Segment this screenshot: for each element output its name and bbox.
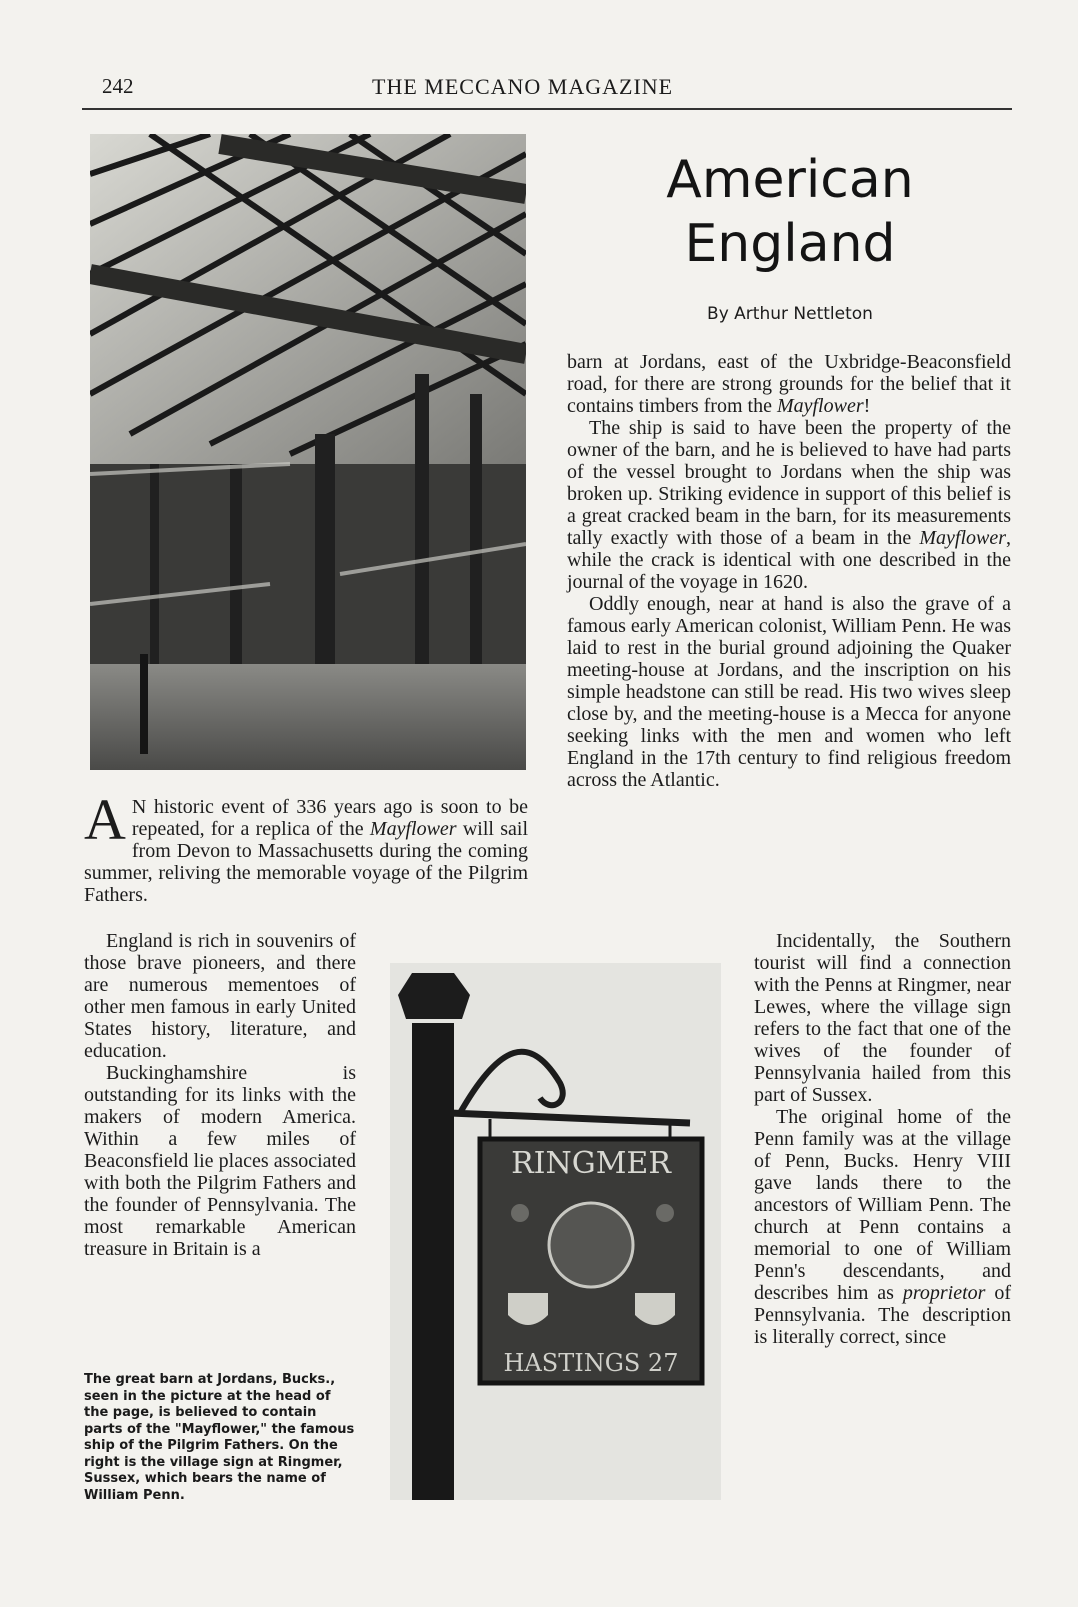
right-narrow-column (754, 930, 1011, 1348)
title-line-2: England (684, 214, 896, 274)
intro-paragraph: A N historic event of 336 years ago is soon to be repeated, for a replica of the Mayflower will sail from Devon to Massachusetts during the coming summer, reliving the memorable voyage of the Pilgrim Fathers. (84, 787, 528, 906)
magazine-title: THE MECCANO MAGAZINE (372, 74, 674, 99)
page-number: 242 (102, 74, 134, 98)
article-title (640, 148, 940, 276)
sign-bottom-text: HASTINGS 27 (503, 1349, 679, 1377)
paragraph: Buckinghamshire is outstanding for its links with the makers of modern America. Within a few miles of Beaconsfield lie places associated with both the Pilgrim Fathers and the founder of Pennsylvania. The most remarkable American treasure in Britain is a (84, 1062, 356, 1260)
barn-photo (90, 134, 526, 770)
left-narrow-column (84, 930, 356, 1260)
photo-caption: The great barn at Jordans, Bucks., seen in the picture at the head of the page, is believed to contain parts of the "Mayflower," the famous ship of the Pilgrim Fathers. On the right is the village sign at Ringmer, Sussex, which bears the name of William Penn. (84, 1372, 355, 1503)
paragraph: The ship is said to have been the property of the owner of the barn, and he is believed to have had parts of the vessel brought to Jordans when the ship was broken up. Striking evidence in support of this belief is a great cracked beam in the barn, for its measurements tally exactly with those of a beam in the Mayflower, while the crack is identical with one described in the journal of the voyage in 1620. (567, 417, 1011, 593)
ringmer-sign-photo (390, 963, 721, 1500)
right-column (567, 351, 1011, 791)
byline: By Arthur Nettleton (707, 304, 873, 324)
sign-top-text: RINGMER (511, 1146, 671, 1181)
paragraph: Oddly enough, near at hand is also the grave of a famous early American colonist, William Penn. He was laid to rest in the burial ground adjoining the Quaker meeting-house at Jordans, and the inscription on his simple headstone can still be read. His two wives sleep close by, and the meeting-house is a Mecca for anyone seeking links with the men and women who left England in the 17th century to find religious freedom across the Atlantic. (567, 593, 1011, 791)
header-rule (82, 108, 1012, 110)
paragraph: Incidentally, the Southern tourist will find a connection with the Penns at Ringmer, near Lewes, where the village sign refers to the fact that one of the wives of the founder of Pennsylvania hailed from this part of Sussex. (754, 930, 1011, 1106)
paragraph: The original home of the Penn family was at the village of Penn, Bucks. Henry VIII gave lands there to the ancestors of William Penn. The church at Penn contains a memorial to one of William Penn's descendants, and describes him as proprietor of Pennsylvania. The description is literally correct, since (754, 1106, 1011, 1348)
paragraph: barn at Jordans, east of the Uxbridge-Beaconsfield road, for there are strong grounds for the belief that it contains timbers from the Mayflower! (567, 351, 1011, 417)
paragraph: England is rich in souvenirs of those brave pioneers, and there are numerous mementoes of other men famous in early United States history, literature, and education. (84, 930, 356, 1062)
title-line-1: American (666, 150, 914, 210)
drop-cap: A (84, 787, 126, 852)
